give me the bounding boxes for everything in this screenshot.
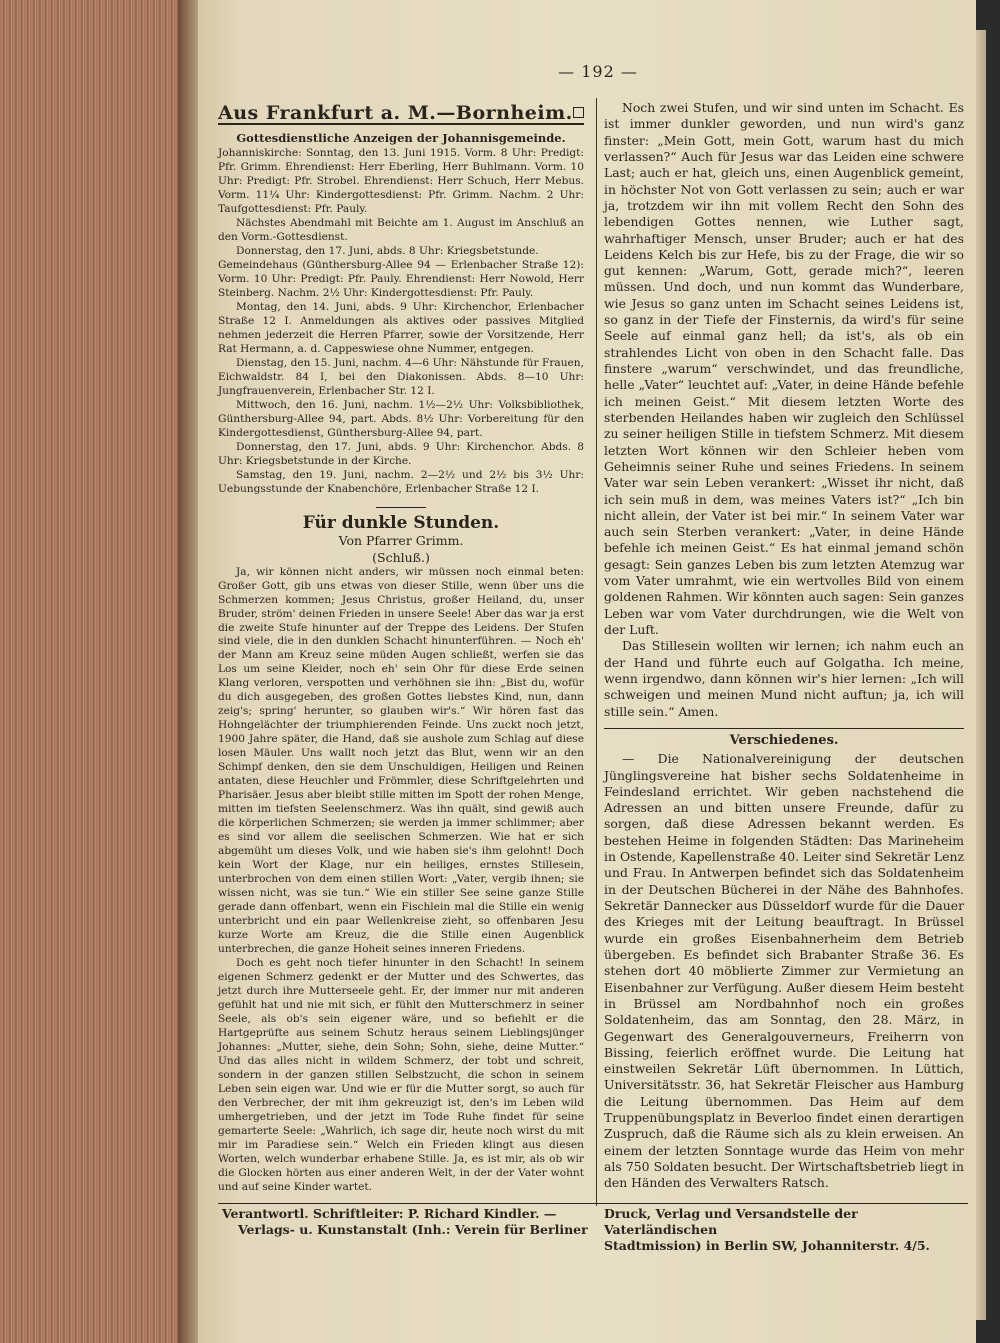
section-subhead: Gottesdienstliche Anzeigen der Johannisgemeinde.: [236, 130, 566, 145]
notice-paragraph: Johanniskirche: Sonntag, den 13. Juni 1915. Vorm. 8 Uhr: Predigt: Pfr. Grimm. Ehrendienst: Herr Eberling, Herr Buhlmann. Vorm. 10 Uhr: Predigt: Pfr. Strobel. Ehrendienst: Herr Schuch, Herr Mebus. Vorm. 11¼ Uhr: Kindergottesdienst: Pfr. Grimm. Nachm. 2 Uhr: Taufgottesdienst: Pfr. Pauly.: [218, 146, 584, 215]
notice-paragraph: Montag, den 14. Juni, abds. 9 Uhr: Kirchenchor, Erlenbacher Straße 12 I. Anmeldungen als aktives oder passives Mitglied nehmen jederzeit die Herren Pfarrer, sowie der Vorsitzende, Herr Rat Hermann, a. d. Cappeswiese ohne Nummer, entgegen.: [218, 300, 584, 355]
article-paragraph: Ja, wir können nicht anders, wir müssen noch einmal beten: Großer Gott, gib uns etwas von dieser Stille, wenn über uns die Schmerzen kommen; Jesus Christus, großer Heiland, du, unser Bruder, ström' deinen Frieden in unsere Seele! Aber das war ja erst die zweite Stufe hinunter auf der Treppe des Leidens. Der Stufen sind viele, die in den dunklen Schacht hinunterführen. — Noch eh' der Mann am Kreuz seine müden Augen schließt, werfen sie das Los um seine Kleider, noch eh' sein Ohr für diese Erde seinen Klang verloren, verspotten und verhöhnen sie ihn: „Bist du, wofür du dich ausgegeben, des großen Gottes liebstes Kind, nun, dann zeig's; spring' herunter, so glauben wir's.“ Wir hören fast das Hohngelächter der triumphierenden Feinde. Uns zuckt noch jetzt, 1900 Jahre später, die Hand, daß sie aushole zum Schlag auf diese losen Mäuler. Uns wallt noch jetzt das Blut, wenn wir an den Schimpf denken, den sie dem Unschuldigen, Heiligen und Reinen antaten, diese Heuchler und Frömmler, diese Schriftgelehrten und Pharisäer. Jesus aber bleibt stille mitten im Spott der rohen Menge, mitten im tiefsten Seelenschmerz. Was ihn quält, sind gewiß auch die körperlichen Schmerzen; sie werden ja immer schlimmer; aber es sind vor allem die seelischen Schmerzen. Wie hat er sich abgemüht um dieses Volk, und wie haben sie's ihm gelohnt! Doch kein Wort der Klage, nur ein heiliges, ernstes Stillesein, unterbrochen von dem einen stillen Wort: „Vater, vergib ihnen; sie wissen nicht, was sie tun.“ Wie ein stiller See seine ganze Stille gerade dann offenbart, wenn ein Fischlein mal die Stille ein wenig unterbricht und ein paar Wellenkreise zieht, so offenbaren Jesu kurze Worte am Kreuz, die die Stille einen Augenblick unterbrechen, die ganze Hoheit seines inneren Friedens.: [218, 565, 584, 956]
article-paragraph: Doch es geht noch tiefer hinunter in den Schacht! In seinem eigenen Schmerz gedenkt er der Mutter und des Schwertes, das jetzt durch ihre Mutterseele geht. Er, der immer nur mit anderen gefühlt hat und nie mit sich, er fühlt den Mutterschmerz in seiner Seele, als ob's sein eigener wäre, und so befiehlt er die Hartgeprüfte aus seinem Schutz heraus seinem Lieblingsjünger Johannes: „Mutter, siehe, dein Sohn; Sohn, siehe, deine Mutter.“ Und das alles nicht in wildem Schmerz, der tobt und schreit, sondern in der ganzen stillen Selbstzucht, die schon in seinem Leben sein eigen war. Und wie er für die Mutter sorgt, so auch für den Verbrecher, der mit ihm gekreuzigt ist, den's im Leben wild umhergetrieben, und der jetzt im Tode Ruhe findet für seine gemarterte Seele: „Wahrlich, ich sage dir, heute noch wirst du mit mir im Paradiese sein.“ Welch ein Frieden klingt aus diesen Worten, welch wunderbar erhabene Stille. Ja, es ist mir, als ob wir die Glocken hörten aus einer anderen Welt, in der der Vater wohnt und auf seine Kinder wartet.: [218, 957, 584, 1193]
notice-paragraph: Nächstes Abendmahl mit Beichte am 1. August im Anschluß an den Vorm.-Gottesdienst.: [218, 216, 584, 243]
right-column: [604, 100, 964, 1192]
article-paragraph: Das Stillesein wollten wir lernen; ich nahm euch an der Hand und führte euch auf Golgatha. Ich meine, wenn irgendwo, dann können wir's hier lernen: „Ich will schweigen und meinen Mund nicht auftun; ja, ich will stille sein.“ Amen.: [604, 638, 964, 719]
article-paragraph: Noch zwei Stufen, und wir sind unten im Schacht. Es ist immer dunkler geworden, und nun wird's ganz finster: „Mein Gott, mein Gott, warum hast du mich verlassen?“ Auch für Jesus war das Leiden eine schwere Last; auch er hat, gleich uns, einen Augenblick gemeint, in höchster Not von Gott verlassen zu sein; auch er war ja, trotzdem wir ihn mit vollem Recht den Sohn des lebendigen Gottes nennen, wie Luther sagt, wahrhaftiger Mensch, unser Bruder; auch er hat des Leidens Kelch bis zur Hefe, bis zu der Frage, die wir so gut kennen: „Warum, Gott, gerade mich?“, leeren müssen. Und doch, und nun kommt das Wunderbare, wie Jesus so ganz unten im Schacht seines Leidens ist, so ganz in der Tiefe der Finsternis, da wird's für seine Seele auf einmal ganz hell; da ist's, als ob ein strahlendes Licht von oben in den Schacht falle. Das finstere „warum“ verschwindet, und das freundliche, helle „Vater“ leuchtet auf: „Vater, in deine Hände befehle ich meinen Geist.“ Mit diesem letzten Worte des sterbenden Heilandes haben wir zugleich den Schlüssel zu seiner heiligen Stille in tiefstem Schmerz. Mit diesem letzten Wort können wir den Schleier heben vom Geheimnis seiner Ruhe und seines Friedens. In seinem Vater war sein Leben verankert: „Wisset ihr nicht, daß ich sein muß in dem, was meines Vaters ist?“ „Ich bin nicht allein, der Vater ist bei mir.“ In seinem Vater war auch sein Sterben verankert: „Vater, in deine Hände befehle ich meinen Geist.“ Es hat einmal jemand schön gesagt: Sein ganzes Leben bis zum letzten Atemzug war vom Vater umrahmt, wie ein wertvolles Bild von einem goldenen Rahmen. Wir könnten auch sagen: Sein ganzes Leben war vom Vater durchdrungen, wie die Welt von der Luft.: [604, 100, 964, 637]
book-page-edges: [0, 0, 200, 1343]
section-title-text: Aus Frankfurt a. M.—Bornheim.: [218, 102, 573, 124]
newspaper-page: [198, 0, 976, 1343]
footer-divider: [218, 1203, 968, 1204]
article-divider: [376, 507, 426, 508]
notice-paragraph: Donnerstag, den 17. Juni, abds. 8 Uhr: Kriegsbetstunde.: [236, 244, 539, 257]
notice-paragraph: Dienstag, den 15. Juni, nachm. 4—6 Uhr: Nähstunde für Frauen, Eichwaldstr. 84 I, bei den Diakonissen. Abds. 8—10 Uhr: Jungfrauenverein, Erlenbacher Str. 12 I.: [218, 356, 584, 397]
misc-paragraph: — Die Nationalvereinigung der deutschen Jünglingsvereine hat bisher sechs Soldatenheime in Feindesland errichtet. Wir geben nachstehend die Adressen an und bitten unsere Freunde, dafür zu sorgen, daß diese Adressen bekannt werden. Es bestehen Heime in folgenden Städten: Das Marineheim in Ostende, Kapellenstraße 40. Leiter sind Sekretär Lenz und Frau. In Antwerpen befindet sich das Soldatenheim in der Deutschen Bücherei in der Nähe des Bahnhofes. Sekretär Dannecker aus Düsseldorf wurde für die Dauer des Krieges mit der Leitung beauftragt. In Brüssel wurde ein großes Eisenbahnerheim dem Betrieb übergeben. Es befindet sich Brabanter Straße 36. Es stehen dort 40 möblierte Zimmer zur Vermietung an Eisenbahner zur Verfügung. Außer diesem Heim besteht in Brüssel am Nordbahnhof noch ein großes Soldatenheim, das am Sonntag, den 28. März, in Gegenwart des Generalgouverneurs, Freiherrn von Bissing, feierlich eröffnet wurde. Die Leitung hat einstweilen Sekretär Lüft übernommen. In Lüttich, Universitätsstr. 36, hat Sekretär Fleischer aus Hamburg die Leitung übernommen. Das Heim auf dem Truppenübungsplatz in Beverloo findet einen derartigen Zuspruch, daß die Räume sich als zu klein erweisen. An einem der letzten Sonntage wurde das Heim von mehr als 750 Soldaten besucht. Der Wirtschaftsbetrieb liegt in den Händen des Verwalters Ratsch.: [604, 751, 964, 1191]
section-title: [218, 102, 584, 125]
footer-line: Verantwortl. Schriftleiter: P. Richard Kindler. —: [222, 1206, 557, 1221]
footer-imprint-right: [604, 1206, 968, 1254]
footer-line: Verlags- u. Kunstanstalt (Inh.: Verein für Berliner: [238, 1222, 588, 1237]
square-ornament-icon: [573, 107, 584, 118]
notice-paragraph: Samstag, den 19. Juni, nachm. 2—2½ und 2½ bis 3½ Uhr: Uebungsstunde der Knabenchöre, Erlenbacher Straße 12 I.: [218, 468, 584, 495]
left-column: [218, 100, 584, 1195]
column-divider: [596, 98, 597, 1206]
page-number: — 192 —: [558, 62, 638, 81]
notice-paragraph: Gemeindehaus (Günthersburg-Allee 94 — Erlenbacher Straße 12): Vorm. 10 Uhr: Predigt: Pfr. Pauly. Ehrendienst: Herr Nowold, Herr Steinberg. Nachm. 2½ Uhr: Kindergottesdienst: Pfr. Pauly.: [218, 258, 584, 299]
misc-title: Verschiedenes.: [729, 732, 839, 748]
article-title: Für dunkle Stunden.: [302, 512, 500, 533]
notice-paragraph: Donnerstag, den 17. Juni, abds. 9 Uhr: Kirchenchor. Abds. 8 Uhr: Kriegsbetstunde in der Kirche.: [218, 440, 584, 467]
misc-divider: [604, 728, 964, 729]
footer-imprint-left: [222, 1206, 598, 1238]
article-part-label: (Schluß.): [372, 549, 430, 565]
footer-line: Stadtmission) in Berlin SW, Johanniterstr. 4/5.: [604, 1238, 930, 1253]
footer-line: Druck, Verlag und Versandstelle der Vaterländischen: [604, 1206, 858, 1237]
article-byline: Von Pfarrer Grimm.: [338, 532, 464, 548]
notice-paragraph: Mittwoch, den 16. Juni, nachm. 1½—2½ Uhr: Volksbibliothek, Günthersburg-Allee 94, part. Abds. 8½ Uhr: Vorbereitung für den Kindergottesdienst, Günthersburg-Allee 94, part.: [218, 398, 584, 439]
